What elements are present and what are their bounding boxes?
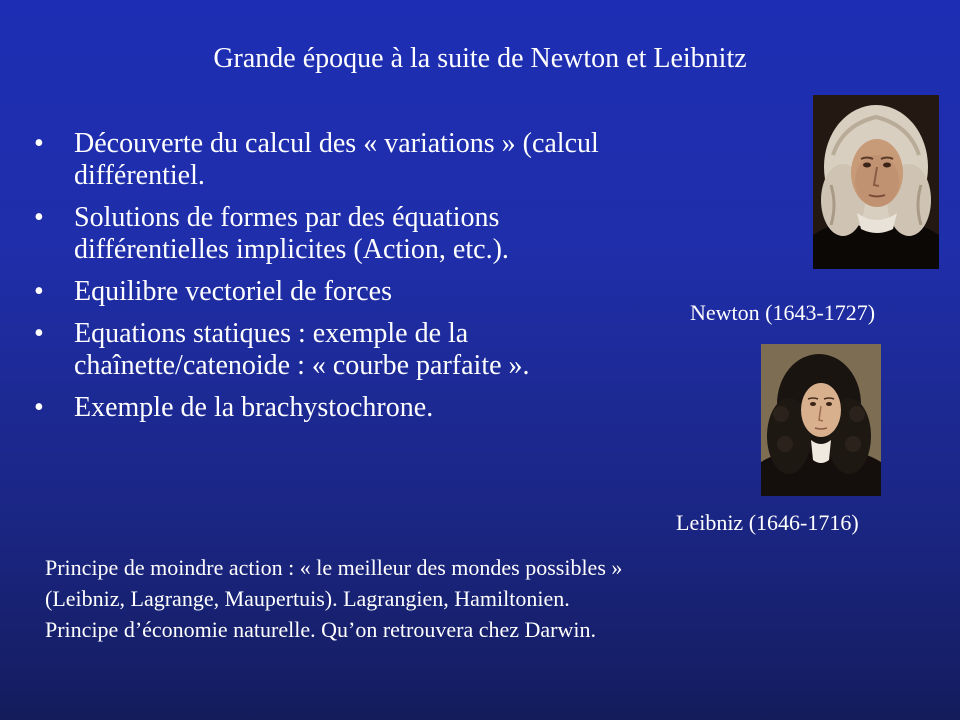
bullet-marker: • <box>34 392 44 423</box>
bullet-line: Equations statiques : exemple de la <box>74 318 469 349</box>
bullet-item <box>30 128 760 192</box>
bullet-marker: • <box>34 318 44 349</box>
newton-portrait-image <box>813 95 939 269</box>
bullet-item <box>30 392 760 424</box>
leibniz-caption: Leibniz (1646-1716) <box>676 510 859 535</box>
newton-portrait <box>813 95 939 269</box>
leibniz-portrait-image <box>761 344 881 496</box>
bullet-marker: • <box>34 202 44 233</box>
principle-text-block <box>45 552 905 645</box>
principle-line: (Leibniz, Lagrange, Maupertuis). Lagrangien, Hamiltonien. <box>45 586 570 611</box>
bullet-marker: • <box>34 128 44 159</box>
bullet-line: différentiel. <box>74 160 205 191</box>
bullet-line: Equilibre vectoriel de forces <box>74 276 392 307</box>
bullet-line: Exemple de la brachystochrone. <box>74 392 434 423</box>
bullet-line: chaînette/catenoide : « courbe parfaite ». <box>74 350 530 381</box>
bullet-line: Découverte du calcul des « variations » (calcul <box>74 128 599 159</box>
bullet-line: Solutions de formes par des équations <box>74 202 500 233</box>
principle-line: Principe de moindre action : « le meilleur des mondes possibles » <box>45 555 623 580</box>
bullet-item <box>30 202 760 266</box>
bullet-list <box>30 128 760 434</box>
bullet-item <box>30 276 760 308</box>
leibniz-portrait <box>761 344 881 496</box>
principle-line: Principe d’économie naturelle. Qu’on retrouvera chez Darwin. <box>45 617 596 642</box>
slide-title: Grande époque à la suite de Newton et Leibnitz <box>213 43 747 74</box>
bullet-line: différentielles implicites (Action, etc.). <box>74 234 509 265</box>
bullet-marker: • <box>34 276 44 307</box>
bullet-item <box>30 318 760 382</box>
newton-caption: Newton (1643-1727) <box>690 300 876 325</box>
